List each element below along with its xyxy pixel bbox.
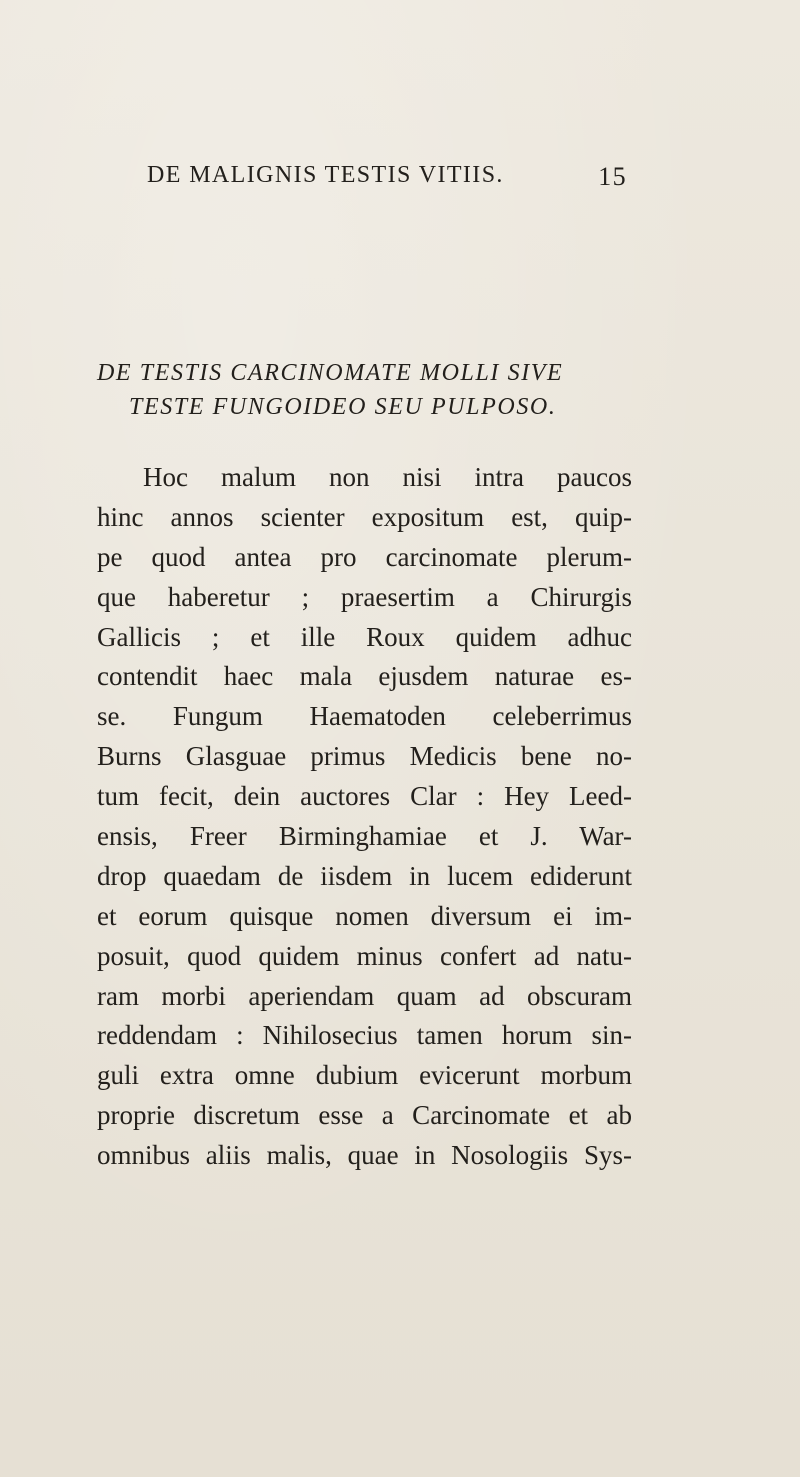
text-line: tum fecit, dein auctores Clar : Hey Leed- <box>97 781 632 812</box>
text-line: que haberetur ; praesertim a Chirurgis <box>97 581 632 612</box>
text-line: hinc annos scienter expositum est, quip- <box>97 501 632 532</box>
running-title: DE MALIGNIS TESTIS VITIIS. <box>147 162 504 188</box>
section-heading <box>97 356 657 424</box>
section-heading-line: DE TESTIS CARCINOMATE MOLLI SIVE <box>97 360 564 386</box>
text-line: se. Fungum Haematoden celeberrimus <box>97 701 632 732</box>
body-paragraph <box>97 458 632 1176</box>
text-line: pe quod antea pro carcinomate plerum- <box>97 541 632 572</box>
text-line: proprie discretum esse a Carcinomate et ab <box>97 1100 632 1131</box>
text-line: Gallicis ; et ille Roux quidem adhuc <box>97 621 632 652</box>
text-line: omnibus aliis malis, quae in Nosologiis Sys- <box>97 1140 632 1171</box>
text-line: Burns Glasguae primus Medicis bene no- <box>97 741 632 772</box>
page-number: 15 <box>598 162 627 191</box>
section-heading-line: TESTE FUNGOIDEO SEU PULPOSO. <box>129 394 557 420</box>
text-line: ram morbi aperiendam quam ad obscuram <box>97 980 632 1011</box>
text-line: guli extra omne dubium evicerunt morbum <box>97 1060 632 1091</box>
text-line: posuit, quod quidem minus confert ad natu- <box>97 940 632 971</box>
running-head <box>147 162 627 196</box>
text-line: Hoc malum non nisi intra paucos <box>143 462 632 492</box>
text-line: et eorum quisque nomen diversum ei im- <box>97 900 632 931</box>
text-line: drop quaedam de iisdem in lucem ediderunt <box>97 860 632 891</box>
text-line: contendit haec mala ejusdem naturae es- <box>97 661 632 692</box>
text-line: ensis, Freer Birminghamiae et J. War- <box>97 821 632 852</box>
text-line: reddendam : Nihilosecius tamen horum sin- <box>97 1020 632 1051</box>
